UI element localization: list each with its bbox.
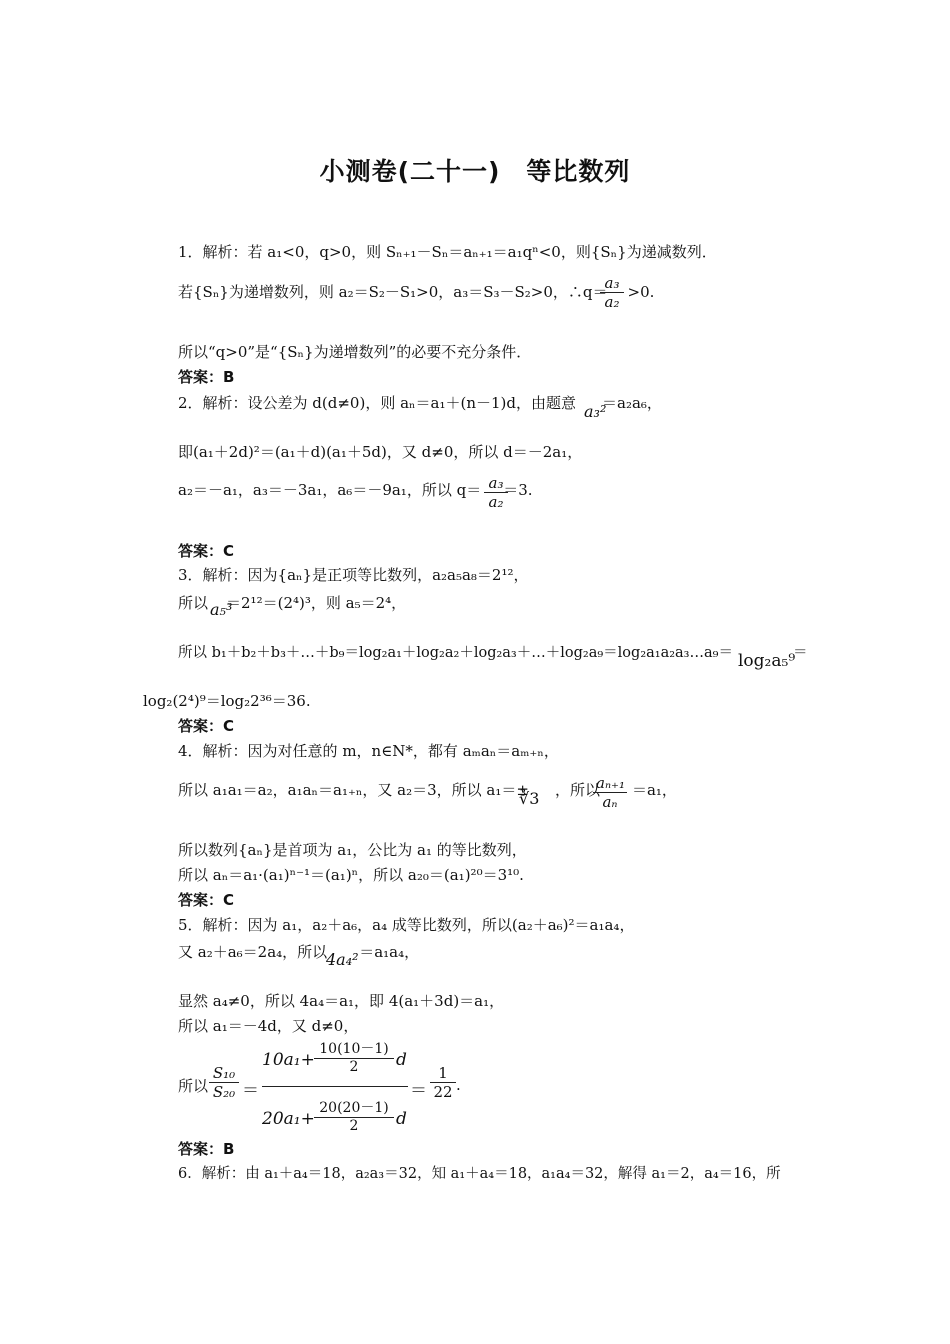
q5-big-fraction (262, 1038, 408, 1143)
q3-line-3 (178, 643, 807, 663)
q5-s-denominator: S₂₀ (212, 1083, 236, 1101)
q5-line-1: 5．解析：因为 a₁，a₂＋a₆，a₄ 成等比数列，所以(a₂＋a₆)²＝a₁a₄， (178, 916, 635, 934)
q3-line-2-tail: ＝2¹²＝(2⁴)³，则 a₅＝2⁴， (226, 594, 407, 612)
q2-line-1-text: 2．解析：设公差为 d(d≠0)，则 aₙ＝a₁＋(n－1)d，由题意 (178, 394, 576, 412)
q4-line-2-tail: ＝a₁， (631, 781, 677, 799)
q5-big-denominator (262, 1097, 408, 1143)
q5-line-2-text: 又 a₂＋a₆＝2a₄，所以 (178, 943, 328, 961)
q2-line-3-tail: ＝3. (503, 481, 533, 499)
q1-ratio-fraction (600, 274, 624, 311)
q5-equals-2: ＝ (410, 1081, 427, 1101)
q5-bottom-inner-num: 20(20－1) (319, 1100, 389, 1116)
q1-line-2 (178, 282, 654, 302)
q4-line-1: 4．解析：因为对任意的 m，n∈N*，都有 aₘaₙ＝aₘ₊ₙ， (178, 742, 559, 760)
q5-top-inner-fraction (314, 1038, 394, 1075)
q5-bottom-d: d (396, 1109, 407, 1129)
page-title: 小测卷(二十一) 等比数列 (319, 157, 631, 186)
q5-line-3: 显然 a₄≠0，所以 4a₄＝a₁，即 4(a₁＋3d)＝a₁， (178, 992, 505, 1010)
q5-line-2 (178, 942, 419, 962)
q4-line-2-text: 所以 a₁a₁＝a₂，a₁aₙ＝a₁₊ₙ，又 a₂＝3，所以 a₁＝± (178, 781, 529, 799)
q5-top-inner-den: 2 (349, 1059, 359, 1075)
q5-bottom-inner-den: 2 (349, 1118, 359, 1134)
q5-result-fraction (430, 1064, 456, 1101)
q1-ratio-numerator: a₃ (604, 274, 620, 292)
q4-ratio-denominator: aₙ (602, 793, 618, 811)
q2-answer: 答案：C (178, 542, 235, 560)
q1-line-1: 1．解析：若 a₁<0，q>0，则 Sₙ₊₁－Sₙ＝aₙ₊₁＝a₁qⁿ<0，则{Sₙ}为递减数列． (178, 243, 717, 261)
q4-ratio-fraction (593, 774, 627, 811)
q1-ratio-denominator: a₂ (604, 293, 620, 311)
q4-line-2-mid: ，所以 (554, 781, 600, 799)
q3-line-3-tail: ＝ (792, 645, 808, 661)
q3-a5-cubed: a₅³ (210, 600, 233, 619)
q2-line-3 (178, 480, 533, 500)
q5-result-den: 22 (433, 1083, 453, 1101)
q2-line-3-text: a₂＝－a₁，a₃＝－3a₁，a₆＝－9a₁，所以 q＝ (178, 481, 482, 499)
q5-result-period: . (456, 1076, 461, 1094)
q3-line-3-text: 所以 b₁＋b₂＋b₃＋…＋b₉＝log₂a₁＋log₂a₂＋log₂a₃＋…＋log₂a₉＝log₂a₁a₂a₃…a₉＝ (178, 645, 733, 661)
q5-bottom-inner-fraction (314, 1097, 394, 1134)
q2-a3-squared: a₃² (584, 402, 607, 421)
q5-line-4: 所以 a₁＝－4d，又 d≠0， (178, 1017, 359, 1035)
q5-top-inner-num: 10(10－1) (319, 1041, 389, 1057)
q1-line-2-text: 若{Sₙ}为递增数列，则 a₂＝S₂－S₁>0，a₃＝S₃－S₂>0，∴q＝ (178, 283, 608, 301)
q5-line-5: 所以 (178, 1077, 209, 1095)
q2-line-2: 即(a₁＋2d)²＝(a₁＋d)(a₁＋5d)，又 d≠0，所以 d＝－2a₁， (178, 443, 583, 461)
q4-ratio-numerator: aₙ₊₁ (596, 774, 625, 792)
q5-s-ratio (209, 1064, 239, 1101)
q5-top-d: d (396, 1050, 407, 1070)
q5-equals-1: ＝ (242, 1081, 259, 1101)
q5-top-term: 10a₁+ (262, 1050, 315, 1070)
q5-four-a4-squared: 4a₄² (326, 950, 359, 969)
q3-line-2-text: 所以 (178, 594, 209, 612)
q5-bottom-term: 20a₁+ (262, 1109, 315, 1129)
q3-line-4: log₂(2⁴)⁹＝log₂2³⁶＝36. (143, 692, 311, 710)
q4-cube-root: ∛3 (519, 789, 540, 808)
q5-line-2-tail: ＝a₁a₄， (359, 943, 420, 961)
q3-log-a5: log₂a₅⁹ (738, 651, 796, 671)
q4-line-4: 所以 aₙ＝a₁·(a₁)ⁿ⁻¹＝(a₁)ⁿ，所以 a₂₀＝(a₁)²⁰＝3¹⁰. (178, 866, 524, 884)
q3-line-1: 3．解析：因为{aₙ}是正项等比数列，a₂a₅a₈＝2¹²， (178, 566, 529, 584)
q2-ratio-denominator: a₂ (488, 493, 504, 511)
q2-line-1-tail: ＝a₂a₆， (602, 394, 662, 412)
q5-big-numerator (262, 1038, 408, 1084)
q3-answer: 答案：C (178, 717, 235, 735)
q1-line-2-tail: >0. (627, 283, 655, 301)
q2-ratio-fraction (484, 474, 508, 511)
q6-line-1: 6．解析：由 a₁＋a₄＝18，a₂a₃＝32，知 a₁＋a₄＝18，a₁a₄＝32，解得 a₁＝2，a₄＝16，所 (178, 1166, 781, 1182)
q1-line-3: 所以“q>0”是“{Sₙ}为递增数列”的必要不充分条件． (178, 343, 532, 361)
q2-ratio-numerator: a₃ (488, 474, 504, 492)
q4-answer: 答案：C (178, 891, 235, 909)
q5-result-num: 1 (438, 1064, 448, 1082)
q5-answer: 答案：B (178, 1140, 235, 1158)
q4-line-3: 所以数列{aₙ}是首项为 a₁，公比为 a₁ 的等比数列， (178, 841, 527, 859)
q1-answer: 答案：B (178, 368, 235, 386)
q5-s-numerator: S₁₀ (212, 1064, 236, 1082)
